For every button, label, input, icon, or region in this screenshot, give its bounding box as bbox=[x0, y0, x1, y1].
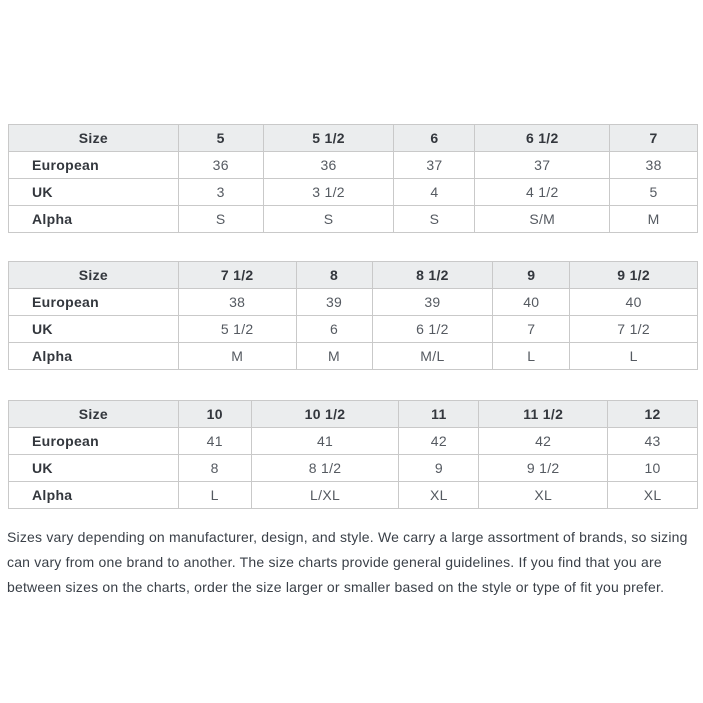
header-cell-size: Size bbox=[9, 125, 179, 152]
sizing-disclaimer-text: Sizes vary depending on manufacturer, design, and style. We carry a large assortment of brands, so sizing can vary from one brand to another. The size charts provide general guidelines. If you find that you are between sizes on the charts, order the size larger or smaller based on the style or type of fit you prefer. bbox=[7, 529, 688, 595]
cell: S/M bbox=[475, 206, 610, 233]
cell: S bbox=[394, 206, 475, 233]
cell: 37 bbox=[475, 152, 610, 179]
header-cell: 5 1/2 bbox=[263, 125, 394, 152]
cell: 39 bbox=[296, 289, 372, 316]
cell: 38 bbox=[178, 289, 296, 316]
cell: L/XL bbox=[251, 482, 399, 509]
cell: 41 bbox=[178, 428, 251, 455]
cell: L bbox=[493, 343, 570, 370]
header-cell: 9 bbox=[493, 262, 570, 289]
row-label: European bbox=[9, 289, 179, 316]
cell: 5 1/2 bbox=[178, 316, 296, 343]
cell: 9 bbox=[399, 455, 479, 482]
table-header-row bbox=[9, 125, 698, 152]
header-cell: 11 1/2 bbox=[479, 401, 608, 428]
header-cell: 12 bbox=[608, 401, 698, 428]
row-label: Alpha bbox=[9, 343, 179, 370]
cell: 8 1/2 bbox=[251, 455, 399, 482]
size-chart-table-5-to-7 bbox=[8, 124, 698, 233]
cell: 6 1/2 bbox=[372, 316, 493, 343]
cell: 36 bbox=[178, 152, 263, 179]
table-row-alpha bbox=[9, 343, 698, 370]
cell: 3 bbox=[178, 179, 263, 206]
cell: 41 bbox=[251, 428, 399, 455]
size-chart-table-7half-to-9half bbox=[8, 261, 698, 370]
row-label: Alpha bbox=[9, 206, 179, 233]
cell: S bbox=[178, 206, 263, 233]
header-cell: 10 1/2 bbox=[251, 401, 399, 428]
header-cell: 8 bbox=[296, 262, 372, 289]
cell: 36 bbox=[263, 152, 394, 179]
cell: 40 bbox=[493, 289, 570, 316]
cell: M bbox=[178, 343, 296, 370]
cell: M bbox=[610, 206, 698, 233]
row-label: European bbox=[9, 152, 179, 179]
cell: 38 bbox=[610, 152, 698, 179]
cell: 7 1/2 bbox=[570, 316, 698, 343]
header-cell: 6 1/2 bbox=[475, 125, 610, 152]
cell: 10 bbox=[608, 455, 698, 482]
table-row-european bbox=[9, 289, 698, 316]
cell: 42 bbox=[399, 428, 479, 455]
header-cell: 9 1/2 bbox=[570, 262, 698, 289]
header-cell: 6 bbox=[394, 125, 475, 152]
table-header-row bbox=[9, 262, 698, 289]
cell: 8 bbox=[178, 455, 251, 482]
cell: 42 bbox=[479, 428, 608, 455]
header-cell: 7 1/2 bbox=[178, 262, 296, 289]
cell: S bbox=[263, 206, 394, 233]
header-cell: 11 bbox=[399, 401, 479, 428]
cell: M/L bbox=[372, 343, 493, 370]
cell: XL bbox=[479, 482, 608, 509]
header-cell: 7 bbox=[610, 125, 698, 152]
row-label: European bbox=[9, 428, 179, 455]
table-row-european bbox=[9, 428, 698, 455]
size-chart-table-10-to-12 bbox=[8, 400, 698, 509]
row-label: UK bbox=[9, 179, 179, 206]
cell: M bbox=[296, 343, 372, 370]
cell: 9 1/2 bbox=[479, 455, 608, 482]
cell: 5 bbox=[610, 179, 698, 206]
cell: 39 bbox=[372, 289, 493, 316]
cell: 6 bbox=[296, 316, 372, 343]
cell: 4 1/2 bbox=[475, 179, 610, 206]
table-row-european bbox=[9, 152, 698, 179]
table-header-row bbox=[9, 401, 698, 428]
cell: 43 bbox=[608, 428, 698, 455]
table-row-uk bbox=[9, 455, 698, 482]
header-cell-size: Size bbox=[9, 401, 179, 428]
cell: 4 bbox=[394, 179, 475, 206]
cell: 40 bbox=[570, 289, 698, 316]
cell: 7 bbox=[493, 316, 570, 343]
cell: L bbox=[570, 343, 698, 370]
cell: L bbox=[178, 482, 251, 509]
row-label: UK bbox=[9, 316, 179, 343]
header-cell-size: Size bbox=[9, 262, 179, 289]
header-cell: 10 bbox=[178, 401, 251, 428]
cell: XL bbox=[399, 482, 479, 509]
table-row-alpha bbox=[9, 482, 698, 509]
cell: XL bbox=[608, 482, 698, 509]
cell: 3 1/2 bbox=[263, 179, 394, 206]
header-cell: 8 1/2 bbox=[372, 262, 493, 289]
table-row-alpha bbox=[9, 206, 698, 233]
header-cell: 5 bbox=[178, 125, 263, 152]
cell: 37 bbox=[394, 152, 475, 179]
table-row-uk bbox=[9, 316, 698, 343]
table-row-uk bbox=[9, 179, 698, 206]
row-label: UK bbox=[9, 455, 179, 482]
row-label: Alpha bbox=[9, 482, 179, 509]
